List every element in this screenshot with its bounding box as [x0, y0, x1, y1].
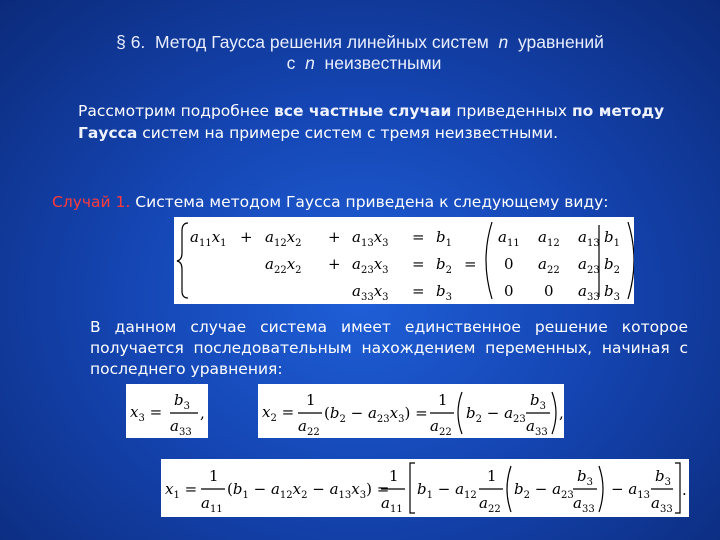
svg-text:(b1 − a12x2 − a13x3) =: $(b_1 - a_{12}x_2 - a_{13}x_3)$ =	[227, 480, 390, 501]
formula-x3	[126, 384, 208, 438]
svg-text:0: 0	[504, 282, 514, 300]
svg-text:=: =	[412, 255, 425, 273]
system-formula	[174, 217, 634, 304]
svg-text:a23: $a_{23}$	[578, 255, 600, 276]
svg-text:+: +	[328, 255, 341, 273]
svg-text:a11: $a_{11}$	[498, 228, 520, 249]
intro-paragraph	[78, 101, 688, 144]
svg-text:a22: $a_{22}$	[538, 255, 560, 276]
intro-text-2: приведенных	[456, 102, 568, 120]
svg-text:a33: $a_{33}$	[526, 417, 548, 438]
svg-text:a12: $a_{12}$	[538, 228, 560, 249]
title-text-c: с	[286, 53, 296, 73]
intro-bold-1: все частные случаи	[274, 102, 452, 120]
title-line-2	[0, 53, 720, 74]
svg-text:a33: $a_{33}$	[651, 494, 673, 515]
svg-text:a11: $a_{11}$	[381, 494, 403, 515]
svg-text:b1 − a12: $b_1 - a_{12}$	[417, 480, 477, 501]
svg-text:a11x1: $a_{11}x_1$	[190, 228, 227, 249]
svg-text:a33: $a_{33}$	[170, 417, 192, 438]
svg-text:,: ,	[559, 404, 564, 422]
svg-text:1: 1	[487, 467, 497, 485]
svg-text:b1: $b_1$	[604, 228, 620, 249]
svg-text:=: =	[464, 255, 477, 273]
slide-title	[0, 32, 720, 74]
svg-text:b2 − a23: $b_2 - a_{23}$	[514, 480, 574, 501]
case-text: Система методом Гаусса приведена к следующему виду:	[135, 193, 609, 211]
svg-text:a11: $a_{11}$	[201, 494, 223, 515]
svg-text:=: =	[412, 228, 425, 246]
title-text-b: уравнений	[517, 32, 604, 52]
title-text-a: Метод Гаусса решения линейных систем	[155, 32, 489, 52]
svg-text:1: 1	[389, 467, 399, 485]
formula-x1	[161, 459, 689, 517]
svg-text:b3: $b_3$	[604, 282, 620, 303]
svg-text:1: 1	[438, 391, 448, 409]
section-sign: § 6.	[116, 32, 146, 52]
svg-text:,: ,	[200, 404, 205, 422]
svg-text:b1: $b_1$	[436, 228, 452, 249]
intro-text-3: систем на примере систем с тремя неизвестными.	[142, 123, 559, 142]
svg-text:a33: $a_{33}$	[573, 494, 595, 515]
title-text-d: неизвестными	[324, 53, 442, 73]
title-var-n-2: n	[305, 53, 315, 73]
svg-text:x2 =: $x_2$ =	[262, 403, 295, 424]
svg-text:b2: $b_2$	[436, 255, 452, 276]
intro-bold-2: по методу Гаусса	[78, 102, 665, 142]
case-label: Случай 1.	[52, 193, 131, 211]
svg-text:a13x3: $a_{13}x_3$	[352, 228, 389, 249]
svg-text:+: +	[240, 228, 253, 246]
svg-text:a22: $a_{22}$	[479, 494, 501, 515]
svg-text:x3 =: $x_3$ =	[130, 403, 163, 424]
svg-text:0: 0	[504, 255, 514, 273]
svg-text:b3: $b_3$	[655, 467, 671, 488]
intro-text-1: Рассмотрим подробнее	[78, 102, 270, 120]
svg-text:a33: $a_{33}$	[578, 282, 600, 303]
svg-text:a22: $a_{22}$	[298, 417, 320, 438]
svg-text:b3: $b_3$	[577, 467, 593, 488]
title-line-1	[116, 32, 604, 52]
svg-text:b2 − a23: $b_2 - a_{23}$	[466, 404, 526, 425]
svg-text:b3: $b_3$	[530, 391, 546, 412]
svg-text:=: =	[412, 282, 425, 300]
title-var-n: n	[498, 32, 509, 52]
svg-text:x1 =: $x_1$ =	[165, 480, 198, 501]
formula-x2	[258, 384, 564, 438]
svg-text:a22x2: $a_{22}x_2$	[265, 255, 302, 276]
svg-text:b3: $b_3$	[174, 391, 190, 412]
svg-text:0: 0	[544, 282, 554, 300]
svg-text:a33x3: $a_{33}x_3$	[352, 282, 389, 303]
svg-text:(b2 − a23x3) =: $(b_2 - a_{23}x_3)$ =	[324, 404, 428, 425]
svg-text:a22: $a_{22}$	[430, 417, 452, 438]
svg-text:.: .	[682, 481, 687, 499]
svg-text:a23x3: $a_{23}x_3$	[352, 255, 389, 276]
svg-text:− a13: − $a_{13}$	[611, 480, 651, 501]
svg-text:a12x2: $a_{12}x_2$	[265, 228, 302, 249]
svg-text:1: 1	[209, 467, 219, 485]
solution-paragraph: В данном случае система имеет единственное решение которое получается последовательным нахождением переменных, начиная с последнего уравнения:	[90, 318, 688, 378]
case-heading	[52, 192, 712, 212]
svg-text:b3: $b_3$	[436, 282, 452, 303]
svg-text:+: +	[328, 228, 341, 246]
svg-text:1: 1	[306, 391, 316, 409]
svg-text:b2: $b_2$	[604, 255, 620, 276]
svg-text:a13: $a_{13}$	[578, 228, 600, 249]
